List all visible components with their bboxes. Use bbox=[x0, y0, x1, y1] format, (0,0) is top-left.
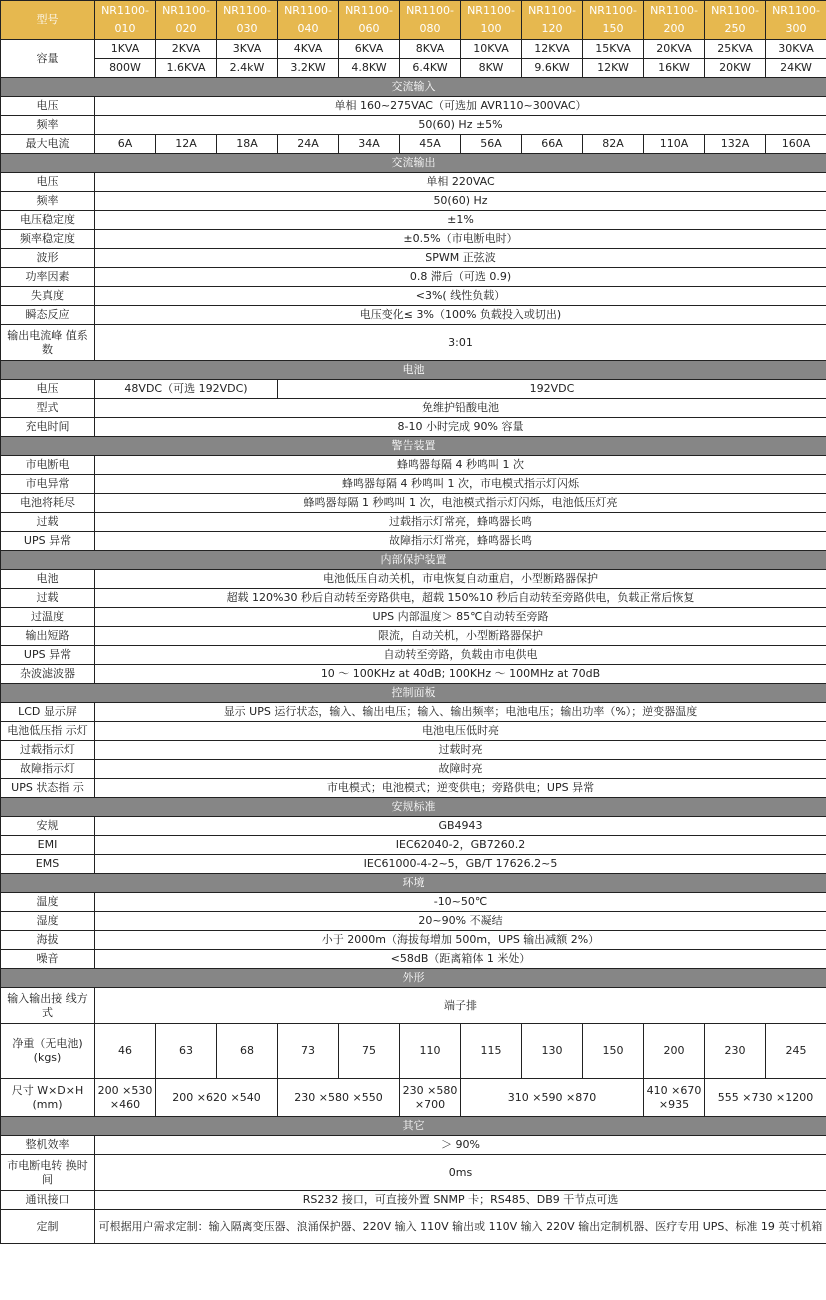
row-value: <3%( 线性负载） bbox=[95, 287, 826, 306]
section-title: 内部保护装置 bbox=[1, 551, 826, 570]
row-label: 波形 bbox=[1, 249, 95, 268]
spec-row bbox=[1, 931, 826, 950]
row-value: 小于 2000m（海拔每增加 500m，UPS 输出减额 2%） bbox=[95, 931, 826, 950]
row-label: 失真度 bbox=[1, 287, 95, 306]
dimensions-cell: 410 ×670 ×935 bbox=[644, 1079, 705, 1117]
spec-row bbox=[1, 988, 826, 1024]
row-label: 过温度 bbox=[1, 608, 95, 627]
spec-row bbox=[1, 665, 826, 684]
capacity-kw-cell: 1.6KVA bbox=[156, 59, 217, 78]
max-current-cell: 110A bbox=[644, 135, 705, 154]
row-value: 0ms bbox=[95, 1155, 826, 1191]
row-value: GB4943 bbox=[95, 817, 826, 836]
row-label: 最大电流 bbox=[1, 135, 95, 154]
section-title: 电池 bbox=[1, 361, 826, 380]
row-value: 10 ～ 100KHz at 40dB; 100KHz ～ 100MHz at 70dB bbox=[95, 665, 826, 684]
row-value: 电池电压低时亮 bbox=[95, 722, 826, 741]
row-label: 温度 bbox=[1, 893, 95, 912]
row-label: LCD 显示屏 bbox=[1, 703, 95, 722]
capacity-kw-cell: 2.4kW bbox=[217, 59, 278, 78]
section-environment bbox=[1, 874, 826, 893]
model-cell: NR1100-300 bbox=[766, 1, 826, 40]
spec-row bbox=[1, 97, 826, 116]
row-label: 电压 bbox=[1, 173, 95, 192]
capacity-kva-cell: 12KVA bbox=[522, 40, 583, 59]
row-label: 过载 bbox=[1, 589, 95, 608]
row-label: 电压稳定度 bbox=[1, 211, 95, 230]
row-label: 安规 bbox=[1, 817, 95, 836]
max-current-cell: 24A bbox=[278, 135, 339, 154]
capacity-kw-cell: 4.8KW bbox=[339, 59, 400, 78]
spec-row bbox=[1, 268, 826, 287]
spec-row bbox=[1, 703, 826, 722]
capacity-kva-cell: 4KVA bbox=[278, 40, 339, 59]
row-value: -10~50℃ bbox=[95, 893, 826, 912]
row-label: 湿度 bbox=[1, 912, 95, 931]
row-label: 故障指示灯 bbox=[1, 760, 95, 779]
spec-row bbox=[1, 325, 826, 361]
capacity-kva-cell: 2KVA bbox=[156, 40, 217, 59]
spec-row bbox=[1, 418, 826, 437]
capacity-kva-cell: 6KVA bbox=[339, 40, 400, 59]
max-current-cell: 82A bbox=[583, 135, 644, 154]
weight-cell: 150 bbox=[583, 1024, 644, 1079]
row-label: 市电异常 bbox=[1, 475, 95, 494]
row-value: IEC61000-4-2~5，GB/T 17626.2~5 bbox=[95, 855, 826, 874]
capacity-kw-cell: 3.2KW bbox=[278, 59, 339, 78]
row-value: 自动转至旁路，负载由市电供电 bbox=[95, 646, 826, 665]
row-value: 蜂鸣器每隔 4 秒鸣叫 1 次 bbox=[95, 456, 826, 475]
section-title: 交流输入 bbox=[1, 78, 826, 97]
capacity-kva-cell: 1KVA bbox=[95, 40, 156, 59]
capacity-kw-cell: 16KW bbox=[644, 59, 705, 78]
row-value: 过载时亮 bbox=[95, 741, 826, 760]
max-current-cell: 12A bbox=[156, 135, 217, 154]
row-label: 输入输出接 线方式 bbox=[1, 988, 95, 1024]
capacity-kva-cell: 10KVA bbox=[461, 40, 522, 59]
row-label: 杂波滤波器 bbox=[1, 665, 95, 684]
capacity-kw-cell: 8KW bbox=[461, 59, 522, 78]
spec-row bbox=[1, 230, 826, 249]
row-label: 市电断电 bbox=[1, 456, 95, 475]
spec-row bbox=[1, 893, 826, 912]
capacity-kw-cell: 12KW bbox=[583, 59, 644, 78]
model-cell: NR1100-100 bbox=[461, 1, 522, 40]
row-value: 可根据用户需求定制：输入隔离变压器、浪涌保护器、220V 输入 110V 输出或 110V 输入 220V 输出定制机器、医疗专用 UPS、标准 19 英寸机箱 bbox=[95, 1210, 826, 1244]
spec-row bbox=[1, 646, 826, 665]
row-label: UPS 异常 bbox=[1, 646, 95, 665]
row-value: 显示 UPS 运行状态，输入、输出电压；输入、输出频率；电池电压；输出功率（%）；逆变器温度 bbox=[95, 703, 826, 722]
weight-cell: 130 bbox=[522, 1024, 583, 1079]
row-value: 过载指示灯常亮，蜂鸣器长鸣 bbox=[95, 513, 826, 532]
row-value: 免维护铅酸电池 bbox=[95, 399, 826, 418]
row-label: EMI bbox=[1, 836, 95, 855]
spec-row bbox=[1, 532, 826, 551]
row-value: 50(60) Hz ±5% bbox=[95, 116, 826, 135]
model-cell: NR1100-080 bbox=[400, 1, 461, 40]
model-header-row bbox=[1, 1, 826, 40]
row-label: EMS bbox=[1, 855, 95, 874]
section-title: 警告装置 bbox=[1, 437, 826, 456]
row-value: UPS 内部温度＞ 85℃自动转至旁路 bbox=[95, 608, 826, 627]
row-label: UPS 状态指 示 bbox=[1, 779, 95, 798]
model-cell: NR1100-250 bbox=[705, 1, 766, 40]
capacity-kva-cell: 3KVA bbox=[217, 40, 278, 59]
row-value: 蜂鸣器每隔 4 秒鸣叫 1 次，市电模式指示灯闪烁 bbox=[95, 475, 826, 494]
weight-cell: 115 bbox=[461, 1024, 522, 1079]
row-label: 尺寸 W×D×H (mm) bbox=[1, 1079, 95, 1117]
dimensions-cell: 310 ×590 ×870 bbox=[461, 1079, 644, 1117]
section-title: 控制面板 bbox=[1, 684, 826, 703]
spec-row bbox=[1, 570, 826, 589]
section-title: 环境 bbox=[1, 874, 826, 893]
row-label: 输出短路 bbox=[1, 627, 95, 646]
row-label: 噪音 bbox=[1, 950, 95, 969]
capacity-kw-cell: 800W bbox=[95, 59, 156, 78]
spec-row bbox=[1, 1136, 826, 1155]
row-value: 20~90% 不凝结 bbox=[95, 912, 826, 931]
weight-cell: 46 bbox=[95, 1024, 156, 1079]
row-value: 电压变化≤ 3%（100% 负载投入或切出) bbox=[95, 306, 826, 325]
spec-row bbox=[1, 1210, 826, 1244]
capacity-kva-cell: 20KVA bbox=[644, 40, 705, 59]
row-value: 8-10 小时完成 90% 容量 bbox=[95, 418, 826, 437]
section-control-panel bbox=[1, 684, 826, 703]
row-label: 电池将耗尽 bbox=[1, 494, 95, 513]
row-label: 电压 bbox=[1, 97, 95, 116]
row-label: 频率 bbox=[1, 116, 95, 135]
max-current-cell: 160A bbox=[766, 135, 826, 154]
row-label: UPS 异常 bbox=[1, 532, 95, 551]
spec-row bbox=[1, 513, 826, 532]
model-cell: NR1100-120 bbox=[522, 1, 583, 40]
section-battery bbox=[1, 361, 826, 380]
spec-row bbox=[1, 192, 826, 211]
capacity-kw-cell: 9.6KW bbox=[522, 59, 583, 78]
row-label: 定制 bbox=[1, 1210, 95, 1244]
row-label: 过载 bbox=[1, 513, 95, 532]
max-current-cell: 56A bbox=[461, 135, 522, 154]
row-label: 输出电流峰 值系数 bbox=[1, 325, 95, 361]
row-label: 功率因素 bbox=[1, 268, 95, 287]
weight-cell: 245 bbox=[766, 1024, 826, 1079]
row-value: ±1% bbox=[95, 211, 826, 230]
row-value: IEC62040-2，GB7260.2 bbox=[95, 836, 826, 855]
row-label: 型式 bbox=[1, 399, 95, 418]
spec-row bbox=[1, 608, 826, 627]
row-value: ±0.5%（市电断电时） bbox=[95, 230, 826, 249]
spec-row bbox=[1, 912, 826, 931]
spec-row bbox=[1, 116, 826, 135]
section-title: 其它 bbox=[1, 1117, 826, 1136]
section-title: 安规标准 bbox=[1, 798, 826, 817]
row-label: 电池低压指 示灯 bbox=[1, 722, 95, 741]
capacity-kva-cell: 25KVA bbox=[705, 40, 766, 59]
row-value: 50(60) Hz bbox=[95, 192, 826, 211]
spec-row bbox=[1, 779, 826, 798]
row-label: 整机效率 bbox=[1, 1136, 95, 1155]
section-appearance bbox=[1, 969, 826, 988]
section-ac-output bbox=[1, 154, 826, 173]
spec-row bbox=[1, 287, 826, 306]
row-value: 48VDC（可选 192VDC) bbox=[95, 380, 278, 399]
spec-row bbox=[1, 306, 826, 325]
max-current-cell: 6A bbox=[95, 135, 156, 154]
row-label: 海拔 bbox=[1, 931, 95, 950]
max-current-cell: 34A bbox=[339, 135, 400, 154]
row-value: <58dB（距离箱体 1 米处） bbox=[95, 950, 826, 969]
spec-row bbox=[1, 173, 826, 192]
section-alarm bbox=[1, 437, 826, 456]
row-label: 过载指示灯 bbox=[1, 741, 95, 760]
row-label: 频率稳定度 bbox=[1, 230, 95, 249]
capacity-label: 容量 bbox=[1, 40, 95, 78]
capacity-kva-row bbox=[1, 40, 826, 59]
spec-row bbox=[1, 1191, 826, 1210]
row-label: 电压 bbox=[1, 380, 95, 399]
spec-row bbox=[1, 211, 826, 230]
row-label: 市电断电转 换时间 bbox=[1, 1155, 95, 1191]
max-current-row bbox=[1, 135, 826, 154]
row-value: 3:01 bbox=[95, 325, 826, 361]
model-cell: NR1100-150 bbox=[583, 1, 644, 40]
model-cell: NR1100-060 bbox=[339, 1, 400, 40]
weight-cell: 75 bbox=[339, 1024, 400, 1079]
spec-row bbox=[1, 817, 826, 836]
row-value: RS232 接口，可直接外置 SNMP 卡；RS485、DB9 干节点可选 bbox=[95, 1191, 826, 1210]
section-other bbox=[1, 1117, 826, 1136]
section-ac-input bbox=[1, 78, 826, 97]
row-value: 单相 160~275VAC（可选加 AVR110~300VAC） bbox=[95, 97, 826, 116]
row-value: 电池低压自动关机，市电恢复自动重启，小型断路器保护 bbox=[95, 570, 826, 589]
row-label: 充电时间 bbox=[1, 418, 95, 437]
max-current-cell: 45A bbox=[400, 135, 461, 154]
spec-row bbox=[1, 722, 826, 741]
spec-row bbox=[1, 1155, 826, 1191]
weight-cell: 110 bbox=[400, 1024, 461, 1079]
section-title: 外形 bbox=[1, 969, 826, 988]
row-value: 超载 120%30 秒后自动转至旁路供电，超载 150%10 秒后自动转至旁路供电，负载正常后恢复 bbox=[95, 589, 826, 608]
max-current-cell: 18A bbox=[217, 135, 278, 154]
model-cell: NR1100-200 bbox=[644, 1, 705, 40]
spec-row bbox=[1, 950, 826, 969]
row-value: ＞ 90% bbox=[95, 1136, 826, 1155]
max-current-cell: 66A bbox=[522, 135, 583, 154]
dimensions-cell: 230 ×580 ×700 bbox=[400, 1079, 461, 1117]
capacity-kw-row bbox=[1, 59, 826, 78]
model-cell: NR1100-010 bbox=[95, 1, 156, 40]
model-cell: NR1100-040 bbox=[278, 1, 339, 40]
model-label: 型号 bbox=[1, 1, 95, 40]
weight-cell: 200 bbox=[644, 1024, 705, 1079]
section-title: 交流输出 bbox=[1, 154, 826, 173]
row-label: 净重（无电池)(kgs) bbox=[1, 1024, 95, 1079]
spec-row bbox=[1, 589, 826, 608]
spec-row bbox=[1, 836, 826, 855]
dimensions-row bbox=[1, 1079, 826, 1117]
spec-row bbox=[1, 475, 826, 494]
row-value: 蜂鸣器每隔 1 秒鸣叫 1 次，电池模式指示灯闪烁，电池低压灯亮 bbox=[95, 494, 826, 513]
capacity-kva-cell: 30KVA bbox=[766, 40, 826, 59]
model-cell: NR1100-020 bbox=[156, 1, 217, 40]
row-value: 故障时亮 bbox=[95, 760, 826, 779]
battery-voltage-row bbox=[1, 380, 826, 399]
dimensions-cell: 555 ×730 ×1200 bbox=[705, 1079, 826, 1117]
dimensions-cell: 200 ×530 ×460 bbox=[95, 1079, 156, 1117]
weight-cell: 68 bbox=[217, 1024, 278, 1079]
row-label: 瞬态反应 bbox=[1, 306, 95, 325]
spec-row bbox=[1, 741, 826, 760]
model-cell: NR1100-030 bbox=[217, 1, 278, 40]
row-value: 单相 220VAC bbox=[95, 173, 826, 192]
max-current-cell: 132A bbox=[705, 135, 766, 154]
weight-row bbox=[1, 1024, 826, 1079]
row-value: 端子排 bbox=[95, 988, 826, 1024]
spec-row bbox=[1, 760, 826, 779]
row-value: 0.8 滞后（可选 0.9) bbox=[95, 268, 826, 287]
capacity-kva-cell: 15KVA bbox=[583, 40, 644, 59]
spec-row bbox=[1, 855, 826, 874]
section-protection bbox=[1, 551, 826, 570]
capacity-kw-cell: 24KW bbox=[766, 59, 826, 78]
row-value: 192VDC bbox=[278, 380, 826, 399]
row-label: 通讯接口 bbox=[1, 1191, 95, 1210]
row-value: SPWM 正弦波 bbox=[95, 249, 826, 268]
spec-row bbox=[1, 249, 826, 268]
capacity-kw-cell: 20KW bbox=[705, 59, 766, 78]
spec-row bbox=[1, 627, 826, 646]
row-value: 市电模式；电池模式；逆变供电；旁路供电；UPS 异常 bbox=[95, 779, 826, 798]
spec-row bbox=[1, 494, 826, 513]
row-value: 故障指示灯常亮，蜂鸣器长鸣 bbox=[95, 532, 826, 551]
spec-row bbox=[1, 399, 826, 418]
dimensions-cell: 230 ×580 ×550 bbox=[278, 1079, 400, 1117]
spec-row bbox=[1, 456, 826, 475]
weight-cell: 63 bbox=[156, 1024, 217, 1079]
section-safety bbox=[1, 798, 826, 817]
row-value: 限流，自动关机，小型断路器保护 bbox=[95, 627, 826, 646]
capacity-kw-cell: 6.4KW bbox=[400, 59, 461, 78]
weight-cell: 73 bbox=[278, 1024, 339, 1079]
row-label: 频率 bbox=[1, 192, 95, 211]
dimensions-cell: 200 ×620 ×540 bbox=[156, 1079, 278, 1117]
row-label: 电池 bbox=[1, 570, 95, 589]
capacity-kva-cell: 8KVA bbox=[400, 40, 461, 59]
weight-cell: 230 bbox=[705, 1024, 766, 1079]
